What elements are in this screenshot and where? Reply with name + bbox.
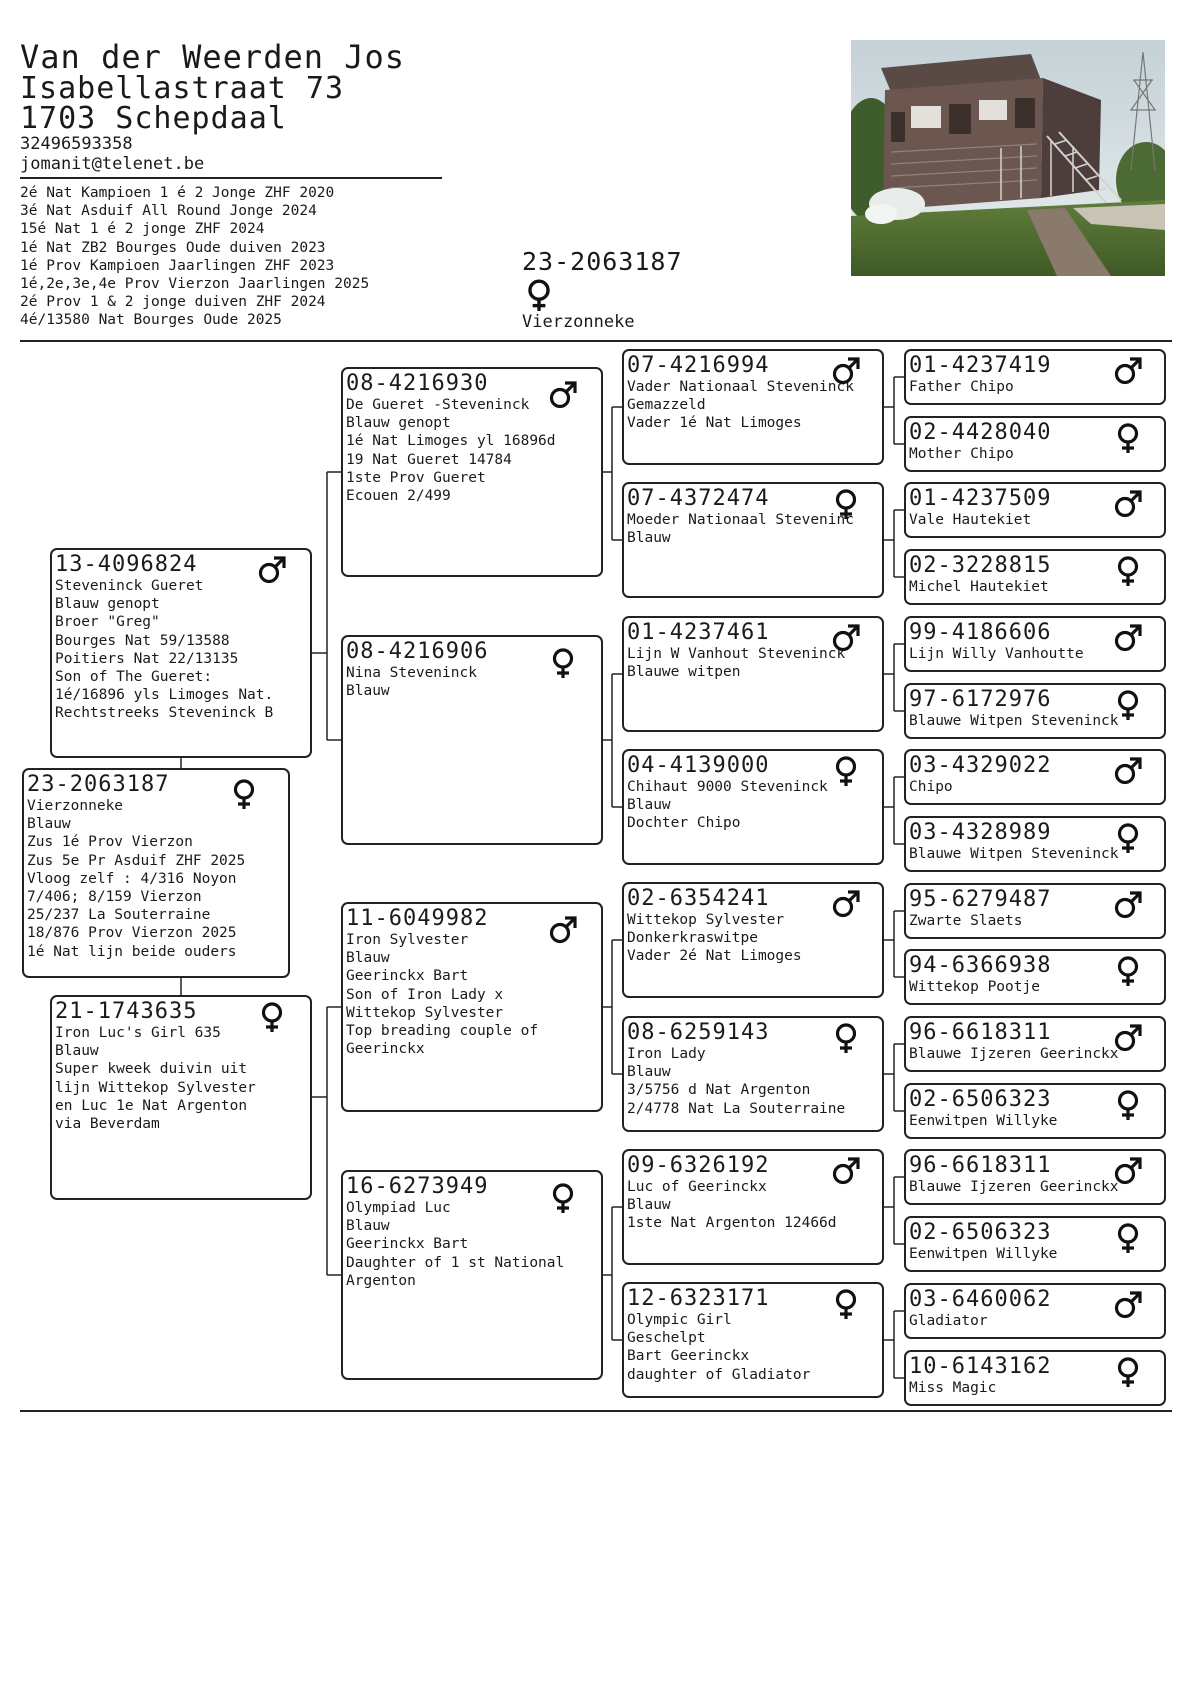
- achievement-line: 3é Nat Asduif All Round Jonge 2024: [20, 203, 317, 220]
- detail-line: Lijn Willy Vanhoutte: [909, 646, 1084, 662]
- owner-phone: 32496593358: [20, 134, 133, 154]
- great-great-grandparent-box: [904, 1016, 1166, 1072]
- great-grandparent-box: [622, 349, 884, 465]
- female-symbol-icon: [1112, 689, 1144, 721]
- ring-number: 02-6506323: [909, 1087, 1052, 1112]
- detail-line: Blauw: [55, 1043, 99, 1060]
- detail-line: Blauwe Witpen Steveninck: [909, 713, 1119, 729]
- female-symbol-icon: [1112, 422, 1144, 454]
- ring-number: 08-6259143: [627, 1020, 770, 1045]
- detail-line: Blauwe Ijzeren Geerinckx: [909, 1179, 1119, 1195]
- ring-number: 03-4328989: [909, 820, 1052, 845]
- achievements-list: [20, 184, 369, 330]
- subject-name: Vierzonneke: [522, 312, 635, 332]
- ring-number: 11-6049982: [346, 906, 489, 931]
- detail-line: Blauw genopt: [346, 415, 451, 432]
- female-symbol-icon: [1112, 555, 1144, 587]
- detail-line: Bart Geerinckx: [627, 1348, 750, 1365]
- bird-details: [346, 931, 598, 1058]
- detail-line: Zwarte Slaets: [909, 913, 1023, 929]
- male-symbol-icon: [830, 1155, 862, 1187]
- detail-line: lijn Wittekop Sylvester: [55, 1079, 256, 1096]
- detail-line: Blauw: [346, 1218, 390, 1235]
- male-symbol-icon: [830, 355, 862, 387]
- ring-number: 16-6273949: [346, 1174, 489, 1199]
- male-symbol-icon: [1112, 488, 1144, 520]
- ring-number: 10-6143162: [909, 1354, 1052, 1379]
- great-great-grandparent-box: [904, 1283, 1166, 1339]
- male-symbol-icon: [547, 914, 579, 946]
- ring-number: 01-4237509: [909, 486, 1052, 511]
- detail-line: en Luc 1e Nat Argenton: [55, 1097, 248, 1114]
- ring-number: 13-4096824: [55, 552, 198, 577]
- female-symbol-icon: [1112, 1222, 1144, 1254]
- detail-line: Blauwe Witpen Steveninck: [909, 846, 1119, 862]
- detail-line: Mother Chipo: [909, 446, 1014, 462]
- detail-line: Blauw: [627, 530, 671, 547]
- detail-line: Bourges Nat 59/13588: [55, 632, 230, 649]
- detail-line: Iron Sylvester: [346, 932, 469, 948]
- detail-line: Eenwitpen Willyke: [909, 1113, 1058, 1129]
- detail-line: Luc of Geerinckx: [627, 1179, 767, 1195]
- grandparent-box: [341, 902, 603, 1112]
- male-symbol-icon: [830, 888, 862, 920]
- male-symbol-icon: [1112, 889, 1144, 921]
- great-great-grandparent-box: [904, 416, 1166, 472]
- great-grandparent-box: [622, 1149, 884, 1265]
- great-great-grandparent-box: [904, 482, 1166, 538]
- male-symbol-icon: [1112, 1155, 1144, 1187]
- detail-line: 3/5756 d Nat Argenton: [627, 1082, 811, 1099]
- female-symbol-icon: [830, 488, 862, 520]
- detail-line: Geerinckx Bart: [346, 1236, 469, 1253]
- owner-email[interactable]: jomanit@telenet.be: [20, 154, 205, 174]
- ring-number: 23-2063187: [27, 772, 170, 797]
- female-symbol-icon: [1112, 822, 1144, 854]
- male-symbol-icon: [256, 554, 288, 586]
- ring-number: 03-4329022: [909, 753, 1052, 778]
- detail-line: via Beverdam: [55, 1116, 160, 1133]
- grandparent-box: [341, 635, 603, 845]
- detail-line: Blauwe Ijzeren Geerinckx: [909, 1046, 1119, 1062]
- detail-line: 7/406; 8/159 Vierzon: [27, 889, 202, 906]
- ring-number: 02-6354241: [627, 886, 770, 911]
- male-symbol-icon: [1112, 1289, 1144, 1321]
- great-great-grandparent-box: [904, 1350, 1166, 1406]
- detail-line: Blauw: [346, 683, 390, 700]
- great-great-grandparent-box: [904, 616, 1166, 672]
- detail-line: Zus 5e Pr Asduif ZHF 2025: [27, 852, 246, 869]
- male-symbol-icon: [1112, 1022, 1144, 1054]
- detail-line: 1é Nat Limoges yl 16896d: [346, 433, 556, 450]
- detail-line: Son of The Gueret:: [55, 669, 213, 686]
- detail-line: Eenwitpen Willyke: [909, 1246, 1058, 1262]
- female-symbol-icon: [522, 278, 556, 312]
- female-symbol-icon: [1112, 955, 1144, 987]
- detail-line: Blauw: [627, 1197, 671, 1214]
- great-grandparent-box: [622, 616, 884, 732]
- footer-divider: [20, 1410, 1172, 1412]
- detail-line: Donkerkraswitpe: [627, 930, 758, 947]
- detail-line: Nina Steveninck: [346, 665, 477, 681]
- male-symbol-icon: [830, 622, 862, 654]
- great-great-grandparent-box: [904, 749, 1166, 805]
- detail-line: Geerinckx: [346, 1041, 425, 1058]
- owner-divider: [20, 177, 442, 179]
- detail-line: Blauw: [627, 1064, 671, 1081]
- female-symbol-icon: [830, 1022, 862, 1054]
- ring-number: 08-4216930: [346, 371, 489, 396]
- dam-box: [50, 995, 312, 1200]
- ring-number: 07-4216994: [627, 353, 770, 378]
- ring-number: 96-6618311: [909, 1153, 1052, 1178]
- detail-line: Argenton: [346, 1272, 416, 1289]
- ring-number: 96-6618311: [909, 1020, 1052, 1045]
- ring-number: 09-6326192: [627, 1153, 770, 1178]
- ring-number: 03-6460062: [909, 1287, 1052, 1312]
- detail-line: Blauw: [346, 950, 390, 967]
- grandparent-box: [341, 367, 603, 577]
- ring-number: 04-4139000: [627, 753, 770, 778]
- detail-line: Geerinckx Bart: [346, 968, 469, 985]
- bird-details: [27, 797, 285, 961]
- detail-line: Super kweek duivin uit: [55, 1061, 248, 1078]
- detail-line: Vierzonneke: [27, 798, 124, 814]
- detail-line: 1é Nat lijn beide ouders: [27, 943, 237, 960]
- ring-number: 97-6172976: [909, 687, 1052, 712]
- achievement-line: 1é Nat ZB2 Bourges Oude duiven 2023: [20, 239, 326, 256]
- ring-number: 01-4237461: [627, 620, 770, 645]
- great-great-grandparent-box: [904, 549, 1166, 605]
- detail-line: 1ste Prov Gueret: [346, 469, 486, 486]
- detail-line: Broer "Greg": [55, 614, 160, 631]
- female-symbol-icon: [1112, 1089, 1144, 1121]
- owner-city: 1703 Schepdaal: [20, 101, 287, 136]
- grandparent-box: [341, 1170, 603, 1380]
- owner-name: Van der Weerden Jos: [20, 38, 406, 76]
- great-grandparent-box: [622, 749, 884, 865]
- female-symbol-icon: [830, 1288, 862, 1320]
- detail-line: Olympic Girl: [627, 1312, 732, 1328]
- achievement-line: 1é,2e,3e,4e Prov Vierzon Jaarlingen 2025: [20, 276, 370, 293]
- great-great-grandparent-box: [904, 883, 1166, 939]
- ring-number: 07-4372474: [627, 486, 770, 511]
- female-symbol-icon: [1112, 1356, 1144, 1388]
- ring-number: 02-4428040: [909, 420, 1052, 445]
- female-symbol-icon: [547, 1182, 579, 1214]
- detail-line: Father Chipo: [909, 379, 1014, 395]
- detail-line: Vloog zelf : 4/316 Noyon: [27, 870, 237, 887]
- detail-line: Miss Magic: [909, 1380, 997, 1396]
- ring-number: 02-3228815: [909, 553, 1052, 578]
- achievement-line: 4é/13580 Nat Bourges Oude 2025: [20, 312, 282, 329]
- great-great-grandparent-box: [904, 1083, 1166, 1139]
- bird-details: [55, 577, 307, 723]
- detail-line: Top breading couple of: [346, 1023, 539, 1040]
- detail-line: Poitiers Nat 22/13135: [55, 650, 239, 667]
- female-symbol-icon: [547, 647, 579, 679]
- detail-line: Iron Lady: [627, 1046, 706, 1062]
- female-symbol-icon: [256, 1001, 288, 1033]
- detail-line: 1é/16896 yls Limoges Nat.: [55, 687, 274, 704]
- detail-line: Zus 1é Prov Vierzon: [27, 834, 193, 851]
- detail-line: Blauw: [27, 816, 71, 833]
- owner-street: Isabellastraat 73: [20, 71, 345, 106]
- detail-line: De Gueret -Steveninck: [346, 397, 530, 413]
- detail-line: 2/4778 Nat La Souterraine: [627, 1100, 846, 1117]
- detail-line: 25/237 La Souterraine: [27, 907, 211, 924]
- detail-line: Son of Iron Lady x: [346, 986, 504, 1003]
- ring-number: 95-6279487: [909, 887, 1052, 912]
- detail-line: Iron Luc's Girl 635: [55, 1025, 221, 1041]
- detail-line: Olympiad Luc: [346, 1200, 451, 1216]
- achievement-line: 2é Nat Kampioen 1 é 2 Jonge ZHF 2020: [20, 185, 335, 201]
- great-great-grandparent-box: [904, 949, 1166, 1005]
- ring-number: 01-4237419: [909, 353, 1052, 378]
- detail-line: Dochter Chipo: [627, 815, 741, 832]
- achievement-line: 1é Prov Kampioen Jaarlingen ZHF 2023: [20, 257, 335, 274]
- achievement-line: 2é Prov 1 & 2 jonge duiven ZHF 2024: [20, 294, 326, 311]
- detail-line: daughter of Gladiator: [627, 1366, 811, 1383]
- detail-line: 19 Nat Gueret 14784: [346, 451, 512, 468]
- great-grandparent-box: [622, 1016, 884, 1132]
- detail-line: Chipo: [909, 779, 953, 795]
- detail-line: Michel Hautekiet: [909, 579, 1049, 595]
- detail-line: Vader Nationaal Steveninck: [627, 379, 854, 395]
- detail-line: Blauw genopt: [55, 596, 160, 613]
- detail-line: Wittekop Pootje: [909, 979, 1040, 995]
- bird-details: [55, 1024, 307, 1133]
- ring-number: 21-1743635: [55, 999, 198, 1024]
- detail-line: Steveninck Gueret: [55, 578, 204, 594]
- detail-line: Blauwe witpen: [627, 664, 741, 681]
- great-grandparent-box: [622, 1282, 884, 1398]
- sire-box: [50, 548, 312, 758]
- bird-details: [627, 1311, 879, 1384]
- ring-number: 94-6366938: [909, 953, 1052, 978]
- male-symbol-icon: [1112, 755, 1144, 787]
- great-great-grandparent-box: [904, 1149, 1166, 1205]
- subject-summary: [522, 248, 683, 332]
- detail-line: Rechtstreeks Steveninck B: [55, 705, 274, 722]
- detail-line: Daughter of 1 st National: [346, 1254, 565, 1271]
- detail-line: Blauw: [627, 797, 671, 814]
- achievement-line: 15é Nat 1 é 2 jonge ZHF 2024: [20, 221, 265, 238]
- great-great-grandparent-box: [904, 349, 1166, 405]
- great-grandparent-box: [622, 482, 884, 598]
- detail-line: Wittekop Sylvester: [346, 1004, 504, 1021]
- ring-number: 99-4186606: [909, 620, 1052, 645]
- detail-line: Gladiator: [909, 1313, 988, 1329]
- detail-line: Geschelpt: [627, 1330, 706, 1347]
- detail-line: Chihaut 9000 Steveninck: [627, 779, 828, 795]
- bird-details: [346, 396, 598, 505]
- owner-block: [20, 40, 440, 174]
- female-symbol-icon: [830, 755, 862, 787]
- great-great-grandparent-box: [904, 683, 1166, 739]
- subject-ring: 23-2063187: [522, 247, 683, 276]
- detail-line: Moeder Nationaal Steveninc: [627, 512, 854, 528]
- pigeon-loft-photo: [851, 40, 1165, 276]
- detail-line: 18/876 Prov Vierzon 2025: [27, 925, 237, 942]
- header-divider: [20, 340, 1172, 342]
- female-symbol-icon: [228, 778, 260, 810]
- ring-number: 08-4216906: [346, 639, 489, 664]
- detail-line: Gemazzeld: [627, 397, 706, 414]
- great-great-grandparent-box: [904, 816, 1166, 872]
- ring-number: 02-6506323: [909, 1220, 1052, 1245]
- male-symbol-icon: [1112, 355, 1144, 387]
- subject-box: [22, 768, 290, 978]
- male-symbol-icon: [1112, 622, 1144, 654]
- ring-number: 12-6323171: [627, 1286, 770, 1311]
- great-great-grandparent-box: [904, 1216, 1166, 1272]
- detail-line: Wittekop Sylvester: [627, 912, 785, 928]
- great-grandparent-box: [622, 882, 884, 998]
- detail-line: Lijn W Vanhout Steveninck: [627, 646, 846, 662]
- detail-line: 1ste Nat Argenton 12466d: [627, 1215, 837, 1232]
- bird-details: [627, 1045, 879, 1118]
- male-symbol-icon: [547, 379, 579, 411]
- detail-line: Vale Hautekiet: [909, 512, 1032, 528]
- detail-line: Vader 1é Nat Limoges: [627, 415, 802, 432]
- detail-line: Ecouen 2/499: [346, 488, 451, 505]
- detail-line: Vader 2é Nat Limoges: [627, 948, 802, 965]
